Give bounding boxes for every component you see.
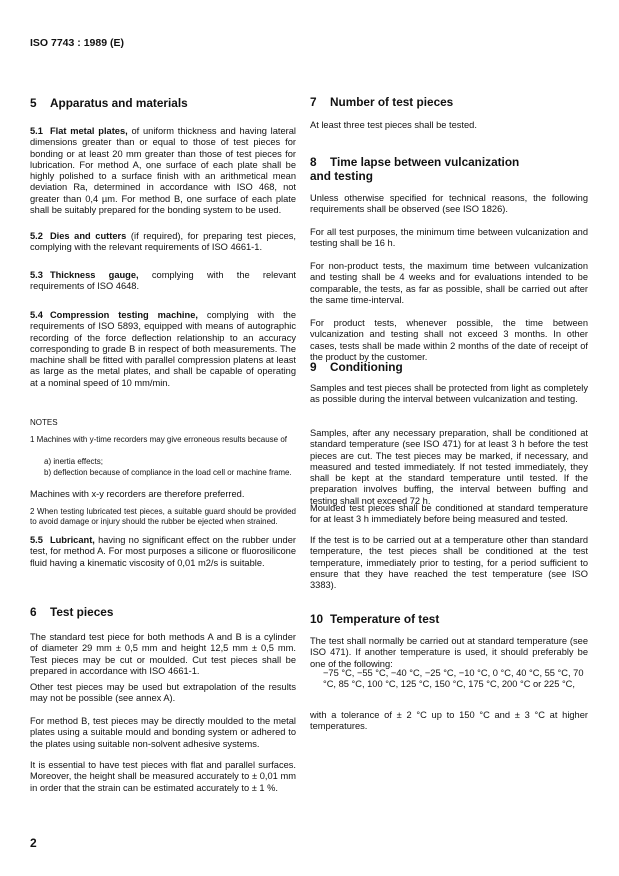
note-1: 1 Machines with y-time recorders may give erroneous results because of	[30, 435, 287, 444]
clause-text: of uniform thickness and having lateral dimensions greater than or equal to those of test pieces for bonding or at least 20 mm greater than those of test pieces for lubrication. For method A, one surface of each plate shall be highly polished to a surface finish with an arithmetical mean deviation Ra, determined in accordance with ISO 468, not greater than 0,4 µm. For method B, one surface of each plate shall be suitably prepared for the bonding system to be used.	[30, 126, 296, 216]
clause-5-1	[30, 126, 296, 216]
paragraph: For all test purposes, the minimum time between vulcanization and testing shall be 16 h.	[310, 227, 588, 249]
clause-lead: Compression testing machine,	[49, 310, 198, 320]
document-header: ISO 7743 : 1989 (E)	[30, 37, 124, 49]
note-1a: a) inertia effects;	[44, 457, 103, 466]
section-number: 10	[310, 612, 324, 626]
section-number: 5	[30, 96, 37, 110]
paragraph: For non-product tests, the maximum time between vulcanization and testing shall be 4 weeks and for evaluations intended to be comparable, the tests, as far as possible, shall be carried out after the same time-interval.	[310, 261, 588, 305]
clause-text: complying with the relevant requirements of ISO 4648.	[30, 270, 296, 292]
section-10-heading	[310, 612, 588, 626]
clause-5-3	[30, 270, 296, 293]
section-title: Conditioning	[330, 360, 403, 374]
clause-number: 5.3	[30, 270, 43, 280]
section-6-heading	[30, 605, 296, 619]
clause-number: 5.4	[30, 310, 43, 320]
clause-5-4	[30, 310, 296, 389]
clause-5-2	[30, 231, 296, 254]
clause-number: 5.1	[30, 126, 43, 136]
paragraph: If the test is to be carried out at a temperature other than standard temperature, the test pieces shall be conditioned at the test temperature, immediately prior to testing, for a period sufficient to ensure that they have reached the test temperature (see ISO 3383).	[310, 535, 588, 591]
section-number: 9	[310, 360, 317, 374]
section-number: 6	[30, 605, 37, 619]
paragraph: Samples and test pieces shall be protected from light as completely as possible during the interval between vulcanization and testing.	[310, 383, 588, 405]
note-2: 2 When testing lubricated test pieces, a suitable guard should be provided to avoid damage or injury should the rubber be ejected when strained.	[30, 507, 296, 527]
section-title: Time lapse between vulcanization and testing	[310, 155, 520, 183]
clause-number: 5.2	[30, 231, 43, 241]
paragraph: For product tests, whenever possible, the time between vulcanization and testing shall not exceed 3 months. In other cases, tests shall be made within 2 months of the date of receipt of the product by the customer.	[310, 318, 588, 362]
clause-text: having no significant effect on the rubber under test, for method A. For most purposes a silicone or fluorosilicone fluid having a kinematic viscosity of 0,01 m2/s is suitable.	[30, 535, 296, 568]
paragraph: with a tolerance of ± 2 °C up to 150 °C and ± 3 °C at higher temperatures.	[310, 710, 588, 732]
section-title: Temperature of test	[330, 612, 440, 626]
section-7-heading	[310, 95, 588, 109]
clause-lead: Thickness gauge,	[49, 270, 139, 280]
paragraph: At least three test pieces shall be tested.	[310, 120, 477, 130]
section-number: 7	[310, 95, 317, 109]
section-title: Number of test pieces	[330, 95, 454, 109]
note-xy: Machines with x-y recorders are therefore preferred.	[30, 489, 245, 499]
page-number: 2	[30, 836, 37, 850]
clause-text: (if required), for preparing test pieces, complying with the relevant requirements of ISO 4661-1.	[30, 231, 296, 253]
paragraph: The standard test piece for both methods A and B is a cylinder of diameter 29 mm ± 0,5 mm and height 12,5 mm ± 0,5 mm. Test pieces may be cut or moulded. Cut test pieces shall be prepared in accordance with ISO 4661-1.	[30, 632, 296, 676]
paragraph: For method B, test pieces may be directly moulded to the metal plates using a suitable mould and bonding system or adhered to the plates using suitable non-solvent adhesive systems.	[30, 716, 296, 749]
section-9-heading	[310, 360, 588, 374]
section-number: 8	[310, 155, 317, 169]
clause-number: 5.5	[30, 535, 43, 545]
section-5-heading	[30, 96, 296, 110]
notes-label: NOTES	[30, 418, 58, 427]
clause-lead: Flat metal plates,	[49, 126, 128, 136]
paragraph: Samples, after any necessary preparation, shall be conditioned at standard temperature (see ISO 471) for at least 3 h before the test pieces are cut. The test pieces may be marked, if necessary, and measured and tested immediately. If not tested immediately, they shall be kept at the standard temperature until tested. If the preparation involves buffing, the interval between buffing and testing shall not exceed 72 h.	[310, 428, 588, 506]
section-8-heading	[310, 155, 540, 183]
section-title: Apparatus and materials	[50, 96, 188, 110]
paragraph: Other test pieces may be used but extrapolation of the results may not be possible (see annex A).	[30, 682, 296, 704]
note-1b: b) deflection because of compliance in the load cell or machine frame.	[44, 468, 292, 477]
clause-lead: Lubricant,	[49, 535, 95, 545]
clause-5-5	[30, 535, 296, 569]
paragraph: The test shall normally be carried out at standard temperature (see ISO 471). If another temperature is used, it should preferably be one of the following:	[310, 636, 588, 669]
clause-lead: Dies and cutters	[49, 231, 127, 241]
clause-text: complying with the requirements of ISO 5893, equipped with means of autographic recording of the force deflection relationship to an accuracy corresponding to grade B in respect of both measurements. The machine shall be fitted with parallel compression platens at least as large as the metal plates, and shall be capable of operating at a nominal speed of 10 mm/min.	[30, 310, 296, 388]
paragraph: Moulded test pieces shall be conditioned at standard temperature for at least 3 h immediately before being measured and tested.	[310, 503, 588, 525]
paragraph: Unless otherwise specified for technical reasons, the following requirements shall be observed (see ISO 1826).	[310, 193, 588, 215]
paragraph: It is essential to have test pieces with flat and parallel surfaces. Moreover, the height shall be measured accurately to ± 0,01 mm in order that the strain can be estimated accurately to ± 1 %.	[30, 760, 296, 793]
temperature-list: −75 °C, −55 °C, −40 °C, −25 °C, −10 °C, 0 °C, 40 °C, 55 °C, 70 °C, 85 °C, 100 °C, 125 °C, 150 °C, 175 °C, 200 °C or 225 °C,	[323, 668, 584, 690]
section-title: Test pieces	[50, 605, 114, 619]
